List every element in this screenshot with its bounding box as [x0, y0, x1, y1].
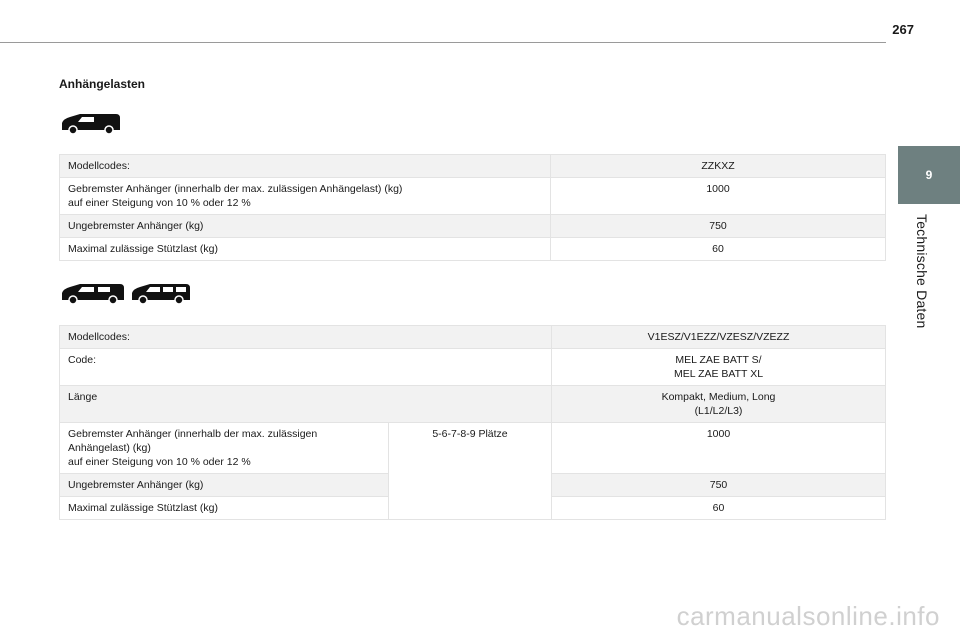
- row-value: 60: [552, 497, 886, 520]
- row-label: Ungebremster Anhänger (kg): [60, 215, 551, 238]
- label-line: Gebremster Anhänger (innerhalb der max. zulässigen Anhängelast) (kg): [68, 183, 403, 195]
- value-line: Kompakt, Medium, Long: [661, 391, 776, 403]
- seats-cell: 5-6-7-8-9 Plätze: [389, 423, 552, 520]
- value-line: (L1/L2/L3): [694, 405, 743, 417]
- chapter-title: Technische Daten: [914, 214, 930, 329]
- row-label: Maximal zulässige Stützlast (kg): [60, 238, 551, 261]
- value-line: MEL ZAE BATT S/: [675, 354, 762, 366]
- row-value: ZZKXZ: [551, 155, 886, 178]
- van-icon: [60, 282, 126, 306]
- watermark: carmanualsonline.info: [676, 601, 940, 631]
- row-value: [552, 349, 886, 386]
- row-value: [552, 386, 886, 423]
- table-row: [60, 423, 886, 474]
- table-row: [60, 238, 886, 261]
- row-value: 750: [551, 215, 886, 238]
- row-value: V1ESZ/V1EZZ/VZESZ/VZEZZ: [552, 326, 886, 349]
- table-row: [60, 326, 886, 349]
- row-label: Länge: [60, 386, 552, 423]
- page-number: 267: [892, 22, 914, 37]
- label-line: Anhängelast) (kg): [68, 442, 151, 454]
- row-label: Modellcodes:: [60, 155, 551, 178]
- row-value: 750: [552, 474, 886, 497]
- row-label: Maximal zulässige Stützlast (kg): [60, 497, 389, 520]
- row-value: 60: [551, 238, 886, 261]
- row-label: Ungebremster Anhänger (kg): [60, 474, 389, 497]
- row-label: Modellcodes:: [60, 326, 552, 349]
- row-label: [60, 423, 389, 474]
- trailer-load-table-1: [59, 154, 886, 261]
- row-label: Code:: [60, 349, 552, 386]
- label-line: Gebremster Anhänger (innerhalb der max. zulässigen: [68, 428, 318, 440]
- table-row: [60, 155, 886, 178]
- van-icon: [60, 112, 122, 136]
- value-line: MEL ZAE BATT XL: [673, 368, 764, 380]
- table-row: [60, 386, 886, 423]
- table-row: [60, 349, 886, 386]
- row-label: [60, 178, 551, 215]
- section-title: Anhängelasten: [59, 77, 146, 91]
- row-value: 1000: [551, 178, 886, 215]
- label-line: auf einer Steigung von 10 % oder 12 %: [68, 197, 251, 209]
- table-row: [60, 215, 886, 238]
- minibus-icon: [130, 282, 192, 306]
- label-line: auf einer Steigung von 10 % oder 12 %: [68, 456, 251, 468]
- row-value: 1000: [552, 423, 886, 474]
- table-row: [60, 178, 886, 215]
- trailer-load-table-2: [59, 325, 886, 520]
- chapter-tab[interactable]: 9: [898, 146, 960, 204]
- header-divider: [0, 42, 886, 43]
